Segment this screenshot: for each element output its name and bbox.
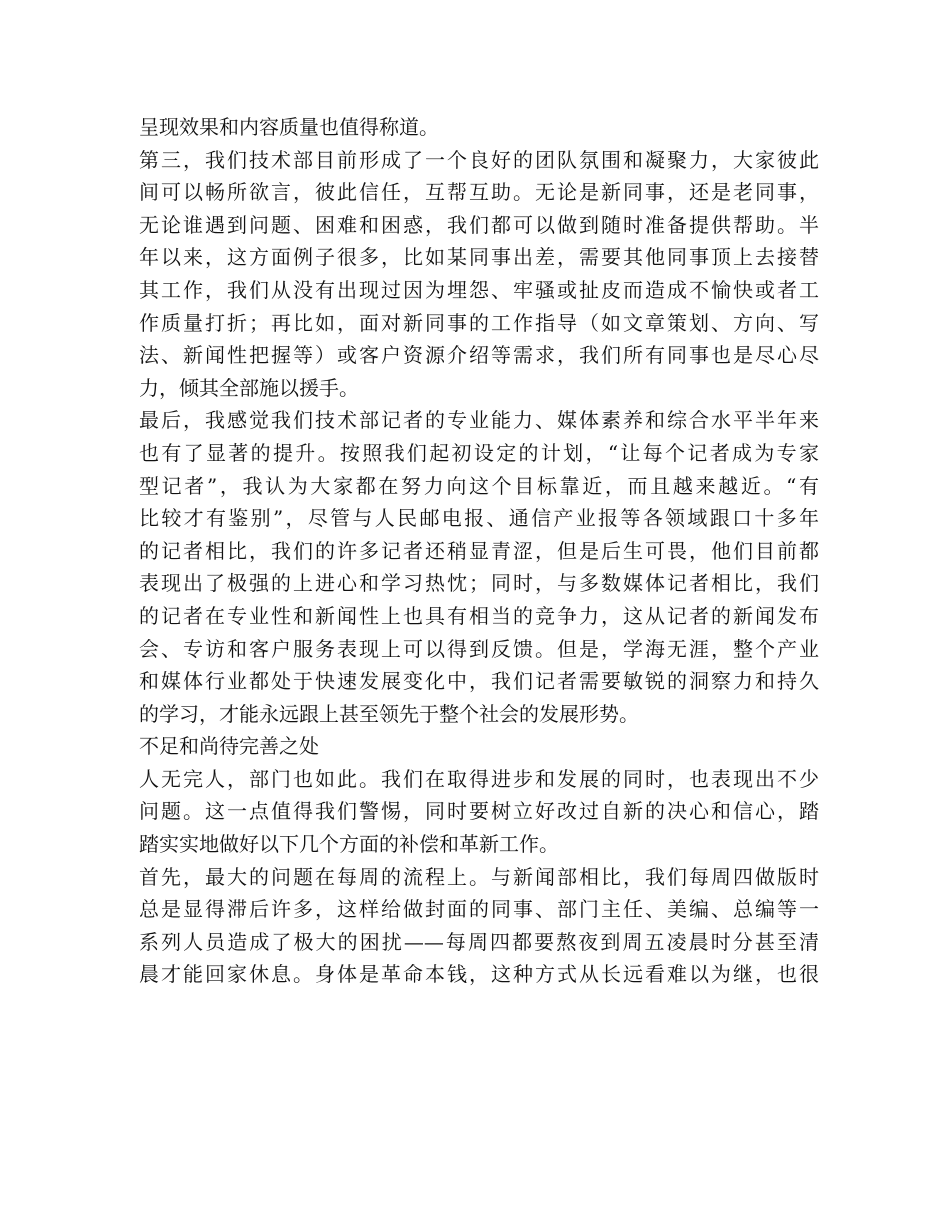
text-line: 总是显得滞后许多，这样给做封面的同事、部门主任、美编、总编等一 (139, 897, 819, 922)
text-line: 的记者相比，我们的许多记者还稍显青涩，但是后生可畏，他们目前都 (139, 538, 819, 563)
text-line: 表现出了极强的上进心和学习热忱；同时，与多数媒体记者相比，我们 (139, 571, 819, 596)
text-line: 间可以畅所欲言，彼此信任，互帮互助。无论是新同事，还是老同事， (139, 180, 819, 205)
text-line: 不足和尚待完善之处 (139, 734, 319, 759)
text-line: 力，倾其全部施以援手。 (139, 375, 359, 400)
document-body (139, 111, 819, 991)
text-line: 作质量打折；再比如，面对新同事的工作指导（如文章策划、方向、写 (139, 310, 819, 335)
text-line: 和媒体行业都处于快速发展变化中，我们记者需要敏锐的洞察力和持久 (139, 669, 819, 694)
text-line: 比较才有鉴别”，尽管与人民邮电报、通信产业报等各领域跟口十多年 (139, 506, 819, 531)
text-line: 年以来，这方面例子很多，比如某同事出差，需要其他同事顶上去接替 (139, 245, 819, 270)
text-line: 法、新闻性把握等）或客户资源介绍等需求，我们所有同事也是尽心尽 (139, 343, 819, 368)
text-line: 也有了显著的提升。按照我们起初设定的计划，“让每个记者成为专家 (139, 440, 819, 465)
text-line: 首先，最大的问题在每周的流程上。与新闻部相比，我们每周四做版时 (139, 864, 819, 889)
text-line: 呈现效果和内容质量也值得称道。 (139, 115, 439, 139)
text-line: 无论谁遇到问题、困难和困惑，我们都可以做到随时准备提供帮助。半 (139, 212, 819, 237)
text-line: 第三，我们技术部目前形成了一个良好的团队氛围和凝聚力，大家彼此 (139, 147, 819, 172)
text-line: 的记者在专业性和新闻性上也具有相当的竞争力，这从记者的新闻发布 (139, 603, 819, 628)
text-line: 会、专访和客户服务表现上可以得到反馈。但是，学海无涯，整个产业 (139, 636, 819, 661)
text-line: 的学习，才能永远跟上甚至领先于整个社会的发展形势。 (139, 701, 639, 726)
text-line: 晨才能回家休息。身体是革命本钱，这种方式从长远看难以为继，也很 (139, 962, 819, 987)
text-line: 系列人员造成了极大的困扰——每周四都要熬夜到周五凌晨时分甚至清 (139, 929, 819, 954)
text-line: 型记者”，我认为大家都在努力向这个目标靠近，而且越来越近。“有 (139, 473, 819, 498)
text-line: 踏实实地做好以下几个方面的补偿和革新工作。 (139, 832, 559, 857)
text-line: 最后，我感觉我们技术部记者的专业能力、媒体素养和综合水平半年来 (139, 408, 819, 433)
text-line: 人无完人，部门也如此。我们在取得进步和发展的同时，也表现出不少 (139, 766, 819, 791)
text-line: 其工作，我们从没有出现过因为埋怨、牢骚或扯皮而造成不愉快或者工 (139, 277, 819, 302)
text-line: 问题。这一点值得我们警惕，同时要树立好改过自新的决心和信心，踏 (139, 799, 819, 824)
